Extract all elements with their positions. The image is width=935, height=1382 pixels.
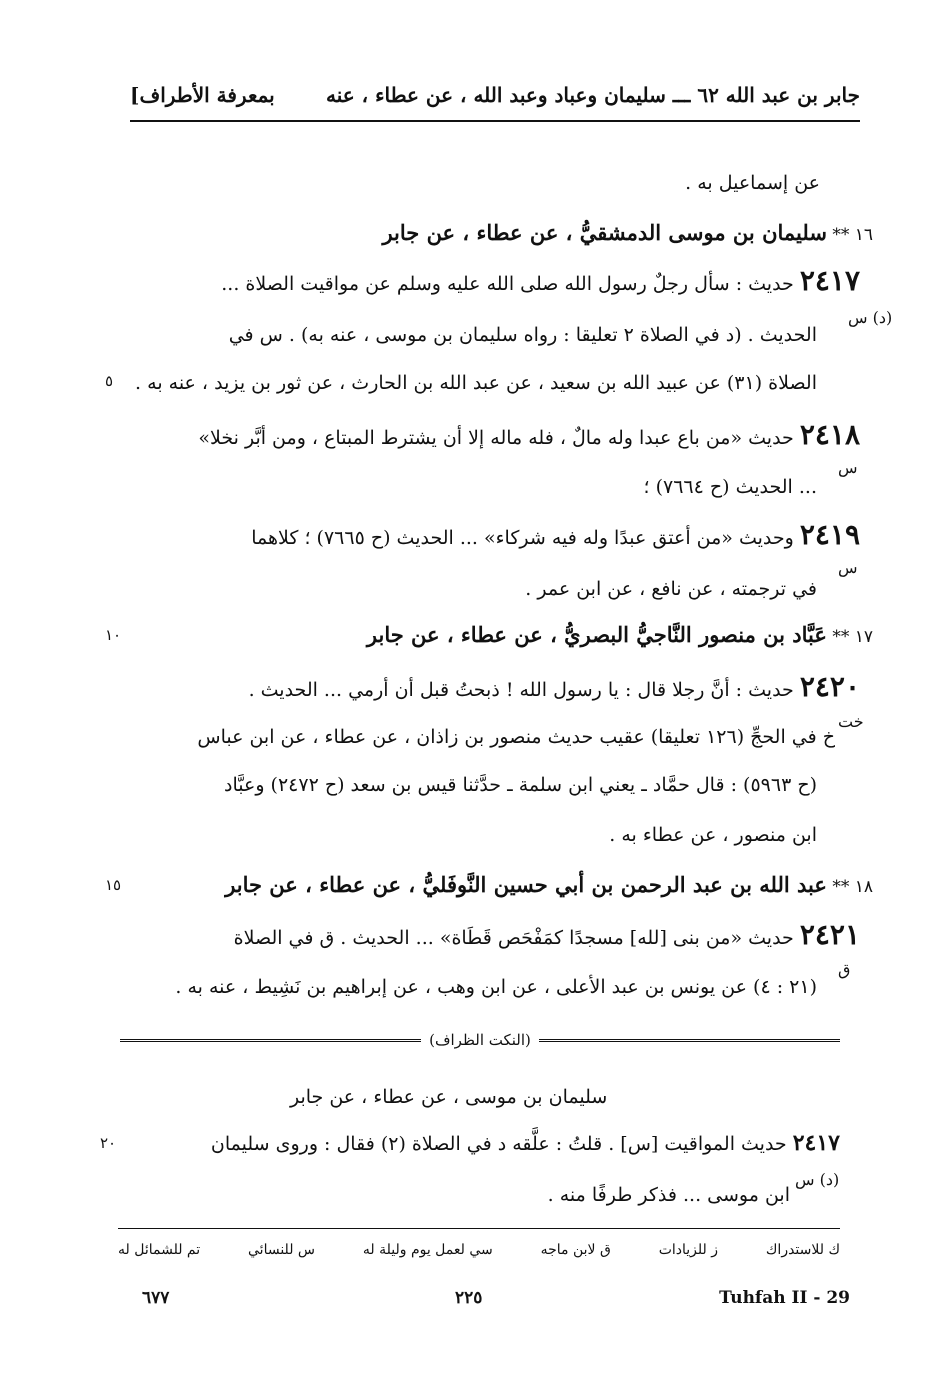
source-mark: س (838, 458, 858, 477)
entry-number: ١٧ ** (826, 627, 873, 647)
running-header (130, 74, 860, 116)
divider-rule (120, 1039, 421, 1042)
entry-number: ١٦ ** (826, 225, 873, 245)
nukat-divider (120, 1028, 840, 1052)
hadith-text: حديث المواقيت [س] . قلتُ : علَّقه د في الصلاة (٢) فقال : وروى سليمان (210, 1133, 787, 1155)
hadith-text: حديث : أنَّ رجلا قال : يا رسول الله ! ذبحتُ قبل أن أرمي ... الحديث . (248, 679, 794, 701)
hadith-number: ٢٤١٧ (792, 1130, 840, 1156)
line-number: ٥ (105, 372, 114, 390)
hadith-2418-line (198, 420, 860, 453)
running-number: ٦٧٧ (142, 1288, 170, 1308)
hadith-number: ٢٤٢١ (799, 918, 860, 951)
narrator-heading-17 (367, 620, 873, 652)
source-mark: خت (838, 712, 864, 731)
line-number: ١٥ (105, 876, 122, 894)
nukat-2417-line (211, 1128, 840, 1159)
abbr-item: تم للشمائل له (118, 1242, 201, 1258)
hadith-number: ٢٤٢٠ (799, 670, 860, 703)
hadith-2419-line (251, 520, 860, 553)
text-line: (ح ٥٩٦٣) : قال حمَّاد ـ يعني ابن سلمة ـ حدَّثنا قيس بن سعد (ح ٢٤٧٢) وعبَّاد (224, 774, 817, 796)
hadith-2417-line (221, 266, 860, 299)
divider-rule (539, 1039, 840, 1042)
page-footer (130, 1288, 850, 1318)
header-center: جابر بن عبد الله ٦٢ ـــ سليمان وعباد وعبد الله ، عن عطاء ، عنه (326, 83, 860, 107)
text-line: الصلاة (٣١) عن عبيد الله بن سعيد ، عن عبد الله بن الحارث ، عن ثور بن يزيد ، عنه به . (135, 372, 817, 394)
narrator-name: عَبَّاد بن منصور النَّاجيُّ البصريُّ ، عن عطاء ، عن جابر (366, 622, 827, 647)
abbr-item: سي لعمل يوم وليلة له (362, 1242, 493, 1258)
line-number: ١٠ (105, 626, 122, 644)
hadith-number: ٢٤١٨ (799, 418, 860, 451)
abbr-item: س للنسائي (248, 1242, 316, 1258)
text-line: خ في الحجِّ (١٢٦ تعليقا) عقيب حديث منصور بن زاذان ، عن عطاء ، عن ابن عباس (197, 726, 835, 748)
text-line: الحديث . (د في الصلاة ٢ تعليقا : رواه سليمان بن موسى ، عنه به) . س في (228, 324, 817, 346)
text-line: في ترجمته ، عن نافع ، عن ابن عمر . (525, 578, 817, 600)
narrator-name: عبد الله بن عبد الرحمن بن أبي حسين النَّوفَليُّ ، عن عطاء ، عن جابر (225, 872, 827, 897)
footnote-rule (118, 1228, 840, 1229)
hadith-2420-line (249, 672, 860, 705)
header-title: بمعرفة الأطراف] (130, 83, 275, 107)
hadith-2421-line (234, 920, 860, 953)
source-mark: (د) س (848, 308, 893, 327)
hadith-number: ٢٤١٩ (799, 518, 860, 551)
nukat-title: (النكت الظراف) (429, 1031, 531, 1049)
source-mark: (د) س (795, 1170, 840, 1189)
entry-number: ١٨ ** (826, 877, 873, 897)
narrator-heading-16 (382, 218, 873, 250)
abbr-item: ز للزيادات (658, 1242, 719, 1258)
text-line: ... الحديث (ح ٧٦٦٤) ؛ (643, 476, 817, 498)
abbr-item: ك للاستدراك (765, 1242, 840, 1258)
narrator-heading-18 (225, 870, 873, 902)
line-number: ٢٠ (100, 1134, 117, 1152)
page-number: ٢٢٥ (455, 1288, 483, 1308)
hadith-text: حديث «من باع عبدا وله مالٌ ، فله ماله إلا أن يشترط المبتاع ، ومن أبَّر نخلا» (198, 427, 794, 449)
text-line: ابن منصور ، عن عطاء به . (609, 824, 817, 846)
header-rule (130, 120, 860, 122)
nukat-heading: سليمان بن موسى ، عن عطاء ، عن جابر (290, 1086, 608, 1108)
hadith-text: حديث «من بنى [لله] مسجدًا كمَفْحَص قَطَاة» ... الحديث . ق في الصلاة (233, 927, 794, 949)
abbreviation-key (118, 1236, 840, 1264)
hadith-text: حديث : سأل رجلٌ رسول الله صلى الله عليه وسلم عن مواقيت الصلاة ... (221, 273, 794, 295)
source-mark: س (838, 558, 858, 577)
source-mark: ق (838, 960, 851, 979)
volume-folio: Tuhfah II - 29 (719, 1288, 850, 1308)
hadith-text: وحديث «من أعتق عبدًا وله فيه شركاء» ... الحديث (ح ٧٦٦٥) ؛ كلاهما (251, 527, 794, 549)
text-line: عن إسماعيل به . (685, 172, 820, 194)
text-line: (٢١ : ٤) عن يونس بن عبد الأعلى ، عن ابن وهب ، عن إبراهيم بن نَشِيط ، عنه به . (175, 976, 817, 998)
text-line: ابن موسى ... فذكر طرفًا منه . (547, 1184, 790, 1206)
hadith-number: ٢٤١٧ (799, 264, 860, 297)
narrator-name: سليمان بن موسى الدمشقيُّ ، عن عطاء ، عن جابر (382, 220, 827, 245)
abbr-item: ق لابن ماجه (540, 1242, 611, 1258)
